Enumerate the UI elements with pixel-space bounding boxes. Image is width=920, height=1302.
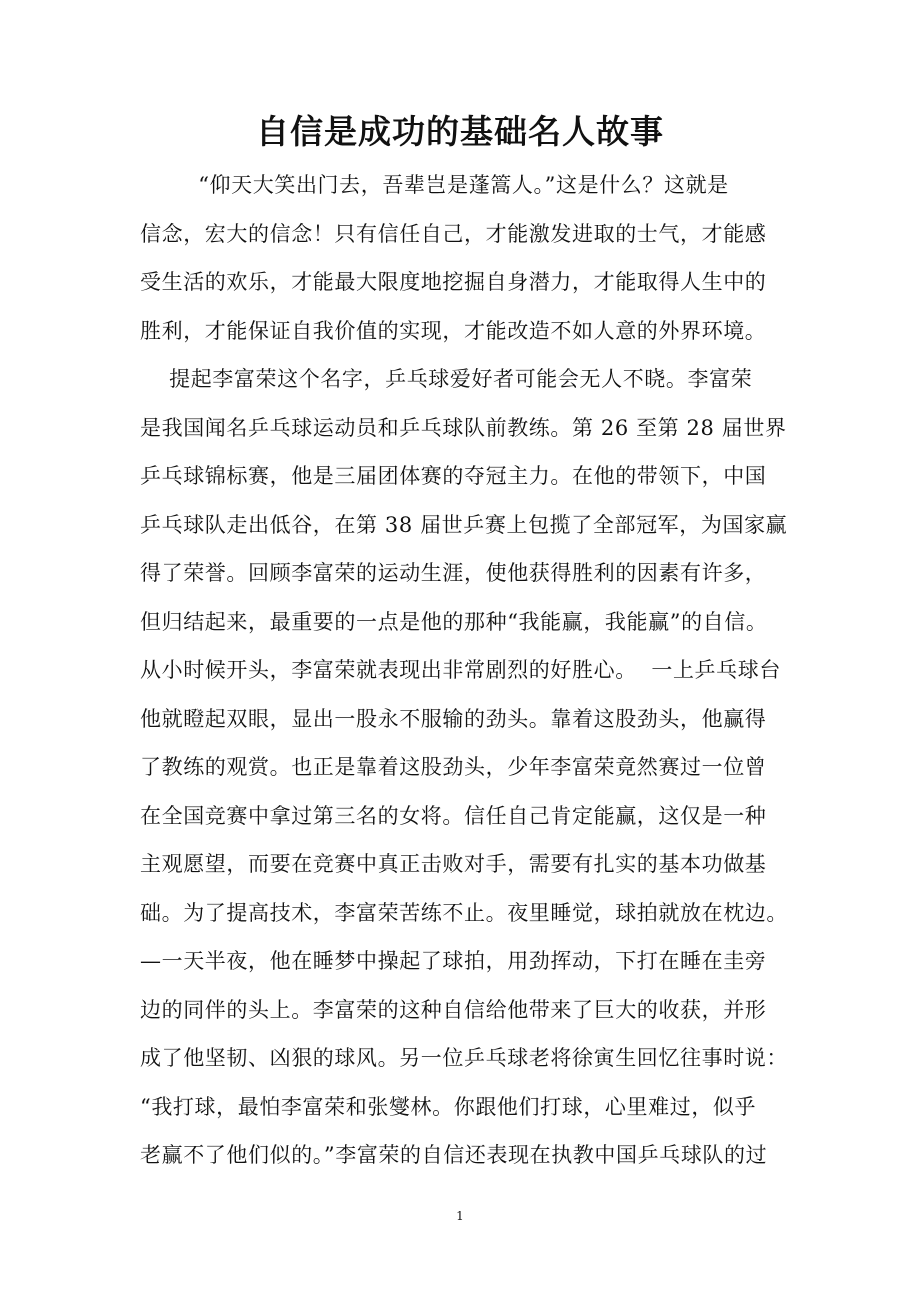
- text-line: 成了他坚韧、凶狠的球风。另一位乒乓球老将徐寅生回忆往事时说：: [140, 1046, 788, 1070]
- text-line: 提起李富荣这个名字，乒乓球爱好者可能会无人不晓。李富荣: [140, 367, 753, 391]
- text-line: 但归结起来，最重要的一点是他的那种“我能赢，我能赢”的自信。: [140, 609, 768, 634]
- text-line: 胜利，才能保证自我价值的实现，才能改造不如人意的外界环境。: [140, 318, 767, 343]
- document-body: [140, 165, 788, 1184]
- text-line: 乒乓球锦标赛，他是三届团体赛的夺冠主力。在他的带领下，中国: [140, 464, 767, 488]
- text-line: —一天半夜，他在睡梦中操起了球拍，用劲挥动，下打在睡在圭旁: [140, 949, 767, 973]
- text-line: 受生活的欢乐，才能最大限度地挖掘自身潜力，才能取得人生中的: [140, 270, 767, 294]
- text-line: 是我国闻名乒乓球运动员和乒乓球队前教练。第 26 至第 28 届世界: [140, 415, 787, 440]
- text-line: 他就瞪起双眼，显出一股永不服输的劲头。靠着这股劲头，他赢得: [140, 706, 767, 731]
- text-line: “我打球，最怕李富荣和张燮林。你跟他们打球，心里难过，似乎: [140, 1094, 757, 1119]
- text-line: 础。为了提高技术，李富荣苦练不止。夜里睡觉，球拍就放在枕边。: [140, 900, 788, 925]
- text-line: “仰天大笑出门去，吾辈岂是蓬篙人。”这是什么？这就是: [140, 173, 729, 197]
- text-line: 得了荣誉。回顾李富荣的运动生涯，使他获得胜利的因素有许多，: [140, 561, 767, 585]
- text-line: 主观愿望，而要在竞赛中真正击败对手，需要有扎实的基本功做基: [140, 852, 767, 876]
- text-line: 从小时候开头，李富荣就表现出非常剧烈的好胜心。 一上乒乓球台: [140, 658, 781, 682]
- page-number: 1: [456, 1209, 464, 1223]
- text-line: 乒乓球队走出低谷，在第 38 届世乒赛上包揽了全部冠军，为国家赢: [140, 512, 788, 537]
- document-title: 自信是成功的基础名人故事: [256, 112, 664, 151]
- text-line: 了教练的观赏。也正是靠着这股劲头，少年李富荣竟然赛过一位曾: [140, 755, 767, 779]
- text-line: 边的同伴的头上。李富荣的这种自信给他带来了巨大的收获，并形: [140, 997, 767, 1022]
- text-line: 信念，宏大的信念！只有信任自己，才能激发进取的士气，才能感: [140, 221, 767, 246]
- text-line: 老赢不了他们似的。”李富荣的自信还表现在执教中国乒乓球队的过: [140, 1143, 768, 1167]
- text-line: 在全国竞赛中拿过第三名的女将。信任自己肯定能赢，这仅是一种: [140, 803, 767, 828]
